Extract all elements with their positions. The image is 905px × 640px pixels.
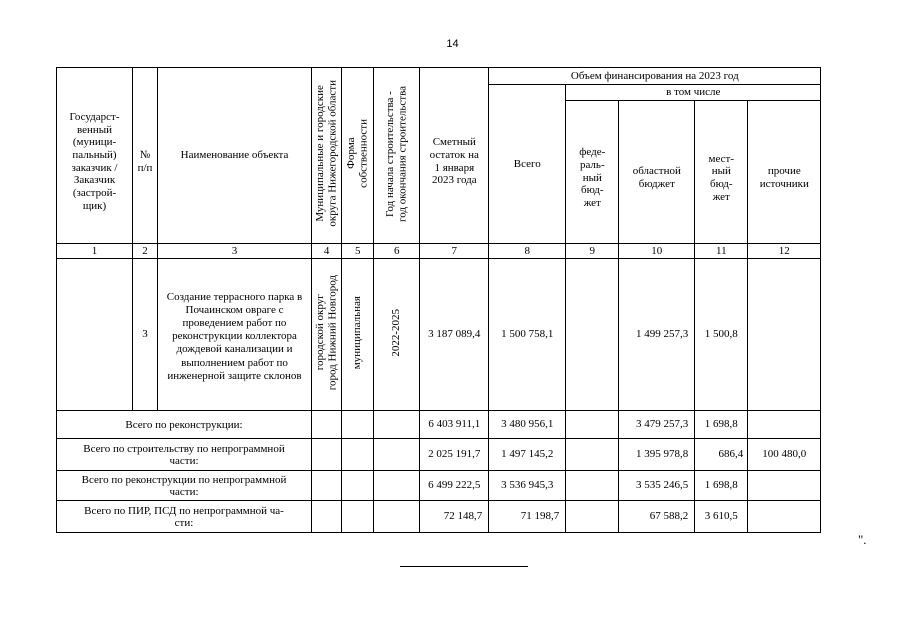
column-number: 4 bbox=[312, 243, 342, 259]
totals-row bbox=[57, 501, 821, 533]
totals-federal bbox=[566, 411, 619, 439]
column-number: 6 bbox=[374, 243, 420, 259]
totals-regional: 3 479 257,3 bbox=[619, 411, 695, 439]
empty-cell bbox=[312, 471, 342, 501]
column-number: 9 bbox=[566, 243, 619, 259]
empty-cell bbox=[342, 501, 374, 533]
totals-other: 100 480,0 bbox=[748, 439, 821, 471]
column-number: 3 bbox=[158, 243, 312, 259]
row-years: 2022-2025 bbox=[374, 259, 420, 411]
row-customer bbox=[57, 259, 133, 411]
totals-label: Всего по строительству по непрограммной части: bbox=[57, 439, 312, 471]
empty-cell bbox=[342, 411, 374, 439]
totals-regional: 3 535 246,5 bbox=[619, 471, 695, 501]
header-funding-2023: Объем финансирования на 2023 год bbox=[489, 68, 821, 85]
row-object-name: Создание террасного парка в Почаинском овраге с проведением работ по реконструкции коллектора дождевой канализации и выполнением работ по инженерной защите склонов bbox=[158, 259, 312, 411]
totals-other bbox=[748, 471, 821, 501]
row-number: 3 bbox=[133, 259, 158, 411]
column-number: 7 bbox=[420, 243, 489, 259]
totals-row bbox=[57, 439, 821, 471]
funding-table bbox=[56, 67, 821, 533]
totals-estimated-balance: 2 025 191,7 bbox=[420, 439, 489, 471]
totals-regional: 1 395 978,8 bbox=[619, 439, 695, 471]
empty-cell bbox=[374, 501, 420, 533]
page-number: 14 bbox=[446, 38, 459, 50]
row-ownership: муниципальная bbox=[342, 259, 374, 411]
row-municipality: городской округ город Нижний Новгород bbox=[312, 259, 342, 411]
row-other bbox=[748, 259, 821, 411]
totals-local: 1 698,8 bbox=[695, 411, 748, 439]
header-local-budget: мест- ный бюд- жет bbox=[695, 100, 748, 243]
totals-total: 1 497 145,2 bbox=[489, 439, 566, 471]
empty-cell bbox=[312, 411, 342, 439]
totals-local: 686,4 bbox=[695, 439, 748, 471]
totals-other bbox=[748, 411, 821, 439]
header-total: Всего bbox=[489, 85, 566, 244]
row-federal bbox=[566, 259, 619, 411]
empty-cell bbox=[342, 471, 374, 501]
empty-cell bbox=[374, 411, 420, 439]
header-ownership: Форма собственности bbox=[342, 68, 374, 244]
totals-federal bbox=[566, 501, 619, 533]
totals-total: 3 536 945,3 bbox=[489, 471, 566, 501]
header-number: № п/п bbox=[133, 68, 158, 244]
totals-local: 1 698,8 bbox=[695, 471, 748, 501]
column-numbers-row bbox=[57, 243, 821, 259]
header-estimated-balance: Сметный остаток на 1 января 2023 года bbox=[420, 68, 489, 244]
column-number: 10 bbox=[619, 243, 695, 259]
header-regional-budget: областной бюджет bbox=[619, 100, 695, 243]
empty-cell bbox=[374, 471, 420, 501]
column-number: 12 bbox=[748, 243, 821, 259]
column-number: 8 bbox=[489, 243, 566, 259]
totals-row bbox=[57, 411, 821, 439]
totals-total: 3 480 956,1 bbox=[489, 411, 566, 439]
totals-estimated-balance: 6 403 911,1 bbox=[420, 411, 489, 439]
column-number: 5 bbox=[342, 243, 374, 259]
row-regional: 1 499 257,3 bbox=[619, 259, 695, 411]
header-years: Год начала строительства - год окончания строительства bbox=[374, 68, 420, 244]
column-number: 1 bbox=[57, 243, 133, 259]
column-number: 11 bbox=[695, 243, 748, 259]
totals-other bbox=[748, 501, 821, 533]
totals-federal bbox=[566, 439, 619, 471]
header-object-name: Наименование объекта bbox=[158, 68, 312, 244]
totals-regional: 67 588,2 bbox=[619, 501, 695, 533]
empty-cell bbox=[342, 439, 374, 471]
header-including: в том числе bbox=[566, 85, 821, 101]
footnote-divider bbox=[400, 566, 528, 567]
header-municipality: Муниципальные и городские округа Нижегородской области bbox=[312, 68, 342, 244]
empty-cell bbox=[312, 501, 342, 533]
totals-estimated-balance: 6 499 222,5 bbox=[420, 471, 489, 501]
totals-label: Всего по ПИР, ПСД по непрограммной ча- сти: bbox=[57, 501, 312, 533]
row-estimated-balance: 3 187 089,4 bbox=[420, 259, 489, 411]
totals-label: Всего по реконструкции по непрограммной части: bbox=[57, 471, 312, 501]
totals-estimated-balance: 72 148,7 bbox=[420, 501, 489, 533]
header-other-sources: прочие источники bbox=[748, 100, 821, 243]
row-total: 1 500 758,1 bbox=[489, 259, 566, 411]
header-federal-budget: феде- раль- ный бюд- жет bbox=[566, 100, 619, 243]
table-row bbox=[57, 259, 821, 411]
closing-quote-mark: ". bbox=[858, 532, 867, 547]
empty-cell bbox=[312, 439, 342, 471]
header-customer: Государст- венный (муници- пальный) заказчик / Заказчик (застрой- щик) bbox=[57, 68, 133, 244]
row-local: 1 500,8 bbox=[695, 259, 748, 411]
totals-federal bbox=[566, 471, 619, 501]
empty-cell bbox=[374, 439, 420, 471]
totals-row bbox=[57, 471, 821, 501]
column-number: 2 bbox=[133, 243, 158, 259]
totals-total: 71 198,7 bbox=[489, 501, 566, 533]
totals-label: Всего по реконструкции: bbox=[57, 411, 312, 439]
totals-local: 3 610,5 bbox=[695, 501, 748, 533]
